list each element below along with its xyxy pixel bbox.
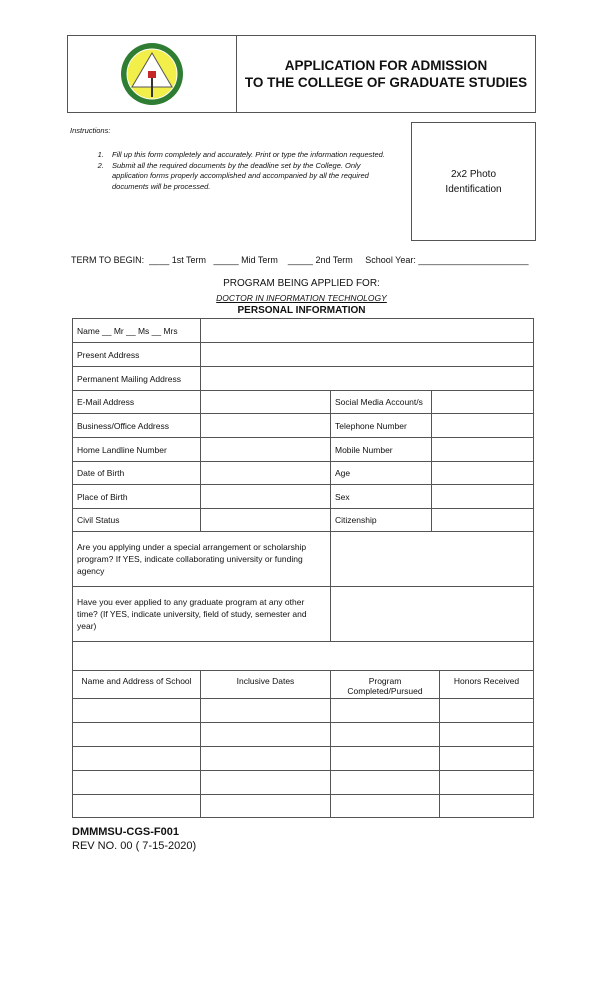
prior-application-answer[interactable] — [331, 587, 534, 642]
cell[interactable] — [73, 795, 201, 818]
table-row — [73, 747, 534, 771]
instruction-item: 1. Fill up this form completely and accurately. Print or type the information requested. — [106, 150, 396, 161]
seal-icon — [116, 41, 188, 107]
title-line-2: TO THE COLLEGE OF GRADUATE STUDIES — [244, 75, 528, 90]
table-row — [73, 699, 534, 723]
business-input[interactable] — [201, 414, 331, 438]
present-address-label: Present Address — [73, 343, 201, 367]
age-input[interactable] — [432, 462, 534, 485]
cell[interactable] — [331, 723, 440, 747]
cell[interactable] — [201, 747, 331, 771]
name-input[interactable] — [201, 319, 534, 343]
name-label: Name __ Mr __ Ms __ Mrs — [73, 319, 201, 343]
cell[interactable] — [331, 747, 440, 771]
form-title — [237, 36, 535, 112]
instruction-item: 2. Submit all the required documents by the deadline set by the College. Only application forms properly accomplished and accompanied by all the required documents will be processed. — [106, 161, 396, 193]
social-input[interactable] — [432, 391, 534, 414]
section-title: PERSONAL INFORMATION — [237, 305, 366, 316]
education-table — [72, 670, 534, 818]
cell[interactable] — [440, 771, 534, 795]
program-label: PROGRAM BEING APPLIED FOR: — [223, 278, 380, 289]
col-header-program: Program Completed/Pursued — [331, 671, 440, 699]
citizenship-label: Citizenship — [331, 509, 432, 532]
landline-label: Home Landline Number — [73, 438, 201, 462]
pob-input[interactable] — [201, 485, 331, 509]
personal-info-table — [72, 318, 534, 671]
mobile-input[interactable] — [432, 438, 534, 462]
telephone-label: Telephone Number — [331, 414, 432, 438]
telephone-input[interactable] — [432, 414, 534, 438]
sex-input[interactable] — [432, 485, 534, 509]
business-label: Business/Office Address — [73, 414, 201, 438]
permanent-address-input[interactable] — [201, 367, 534, 391]
photo-label: 2x2 Photo — [450, 168, 497, 180]
col-header-dates: Inclusive Dates — [201, 671, 331, 699]
civil-status-input[interactable] — [201, 509, 331, 532]
university-seal — [68, 36, 237, 112]
social-label: Social Media Account/s — [331, 391, 432, 414]
cell[interactable] — [201, 771, 331, 795]
dob-input[interactable] — [201, 462, 331, 485]
photo-label: Identification — [445, 183, 502, 195]
blank-row[interactable] — [73, 642, 534, 671]
table-row — [73, 723, 534, 747]
cell[interactable] — [201, 795, 331, 818]
form-code: DMMMSU-CGS-F001 — [72, 826, 179, 838]
scholarship-answer[interactable] — [331, 532, 534, 587]
cell[interactable] — [440, 699, 534, 723]
pob-label: Place of Birth — [73, 485, 201, 509]
scholarship-question: Are you applying under a special arrangement or scholarship program? If YES, indicate collaborating university or funding agency — [73, 532, 331, 587]
table-row — [73, 771, 534, 795]
prior-application-question: Have you ever applied to any graduate program at any other time? (If YES, indicate university, field of study, semester and year) — [73, 587, 331, 642]
cell[interactable] — [440, 795, 534, 818]
cell[interactable] — [331, 771, 440, 795]
instructions-list — [90, 150, 396, 192]
cell[interactable] — [331, 795, 440, 818]
citizenship-input[interactable] — [432, 509, 534, 532]
cell[interactable] — [73, 699, 201, 723]
term-to-begin[interactable]: TERM TO BEGIN: ____ 1st Term _____ Mid Term _____ 2nd Term School Year: ______________________ — [71, 255, 529, 265]
cell[interactable] — [440, 747, 534, 771]
revision-number: REV NO. 00 ( 7-15-2020) — [72, 840, 197, 852]
permanent-address-label: Permanent Mailing Address — [73, 367, 201, 391]
cell[interactable] — [331, 699, 440, 723]
program-value: DOCTOR IN INFORMATION TECHNOLOGY — [216, 293, 387, 303]
instructions-label: Instructions: — [70, 126, 111, 135]
cell[interactable] — [201, 699, 331, 723]
age-label: Age — [331, 462, 432, 485]
cell[interactable] — [201, 723, 331, 747]
dob-label: Date of Birth — [73, 462, 201, 485]
cell[interactable] — [73, 747, 201, 771]
form-header — [67, 35, 536, 113]
col-header-honors: Honors Received — [440, 671, 534, 699]
photo-box[interactable] — [411, 122, 536, 241]
civil-status-label: Civil Status — [73, 509, 201, 532]
mobile-label: Mobile Number — [331, 438, 432, 462]
title-line-1: APPLICATION FOR ADMISSION — [284, 58, 488, 73]
cell[interactable] — [73, 723, 201, 747]
col-header-school: Name and Address of School — [73, 671, 201, 699]
sex-label: Sex — [331, 485, 432, 509]
present-address-input[interactable] — [201, 343, 534, 367]
cell[interactable] — [440, 723, 534, 747]
email-label: E-Mail Address — [73, 391, 201, 414]
cell[interactable] — [73, 771, 201, 795]
table-row — [73, 795, 534, 818]
landline-input[interactable] — [201, 438, 331, 462]
email-input[interactable] — [201, 391, 331, 414]
